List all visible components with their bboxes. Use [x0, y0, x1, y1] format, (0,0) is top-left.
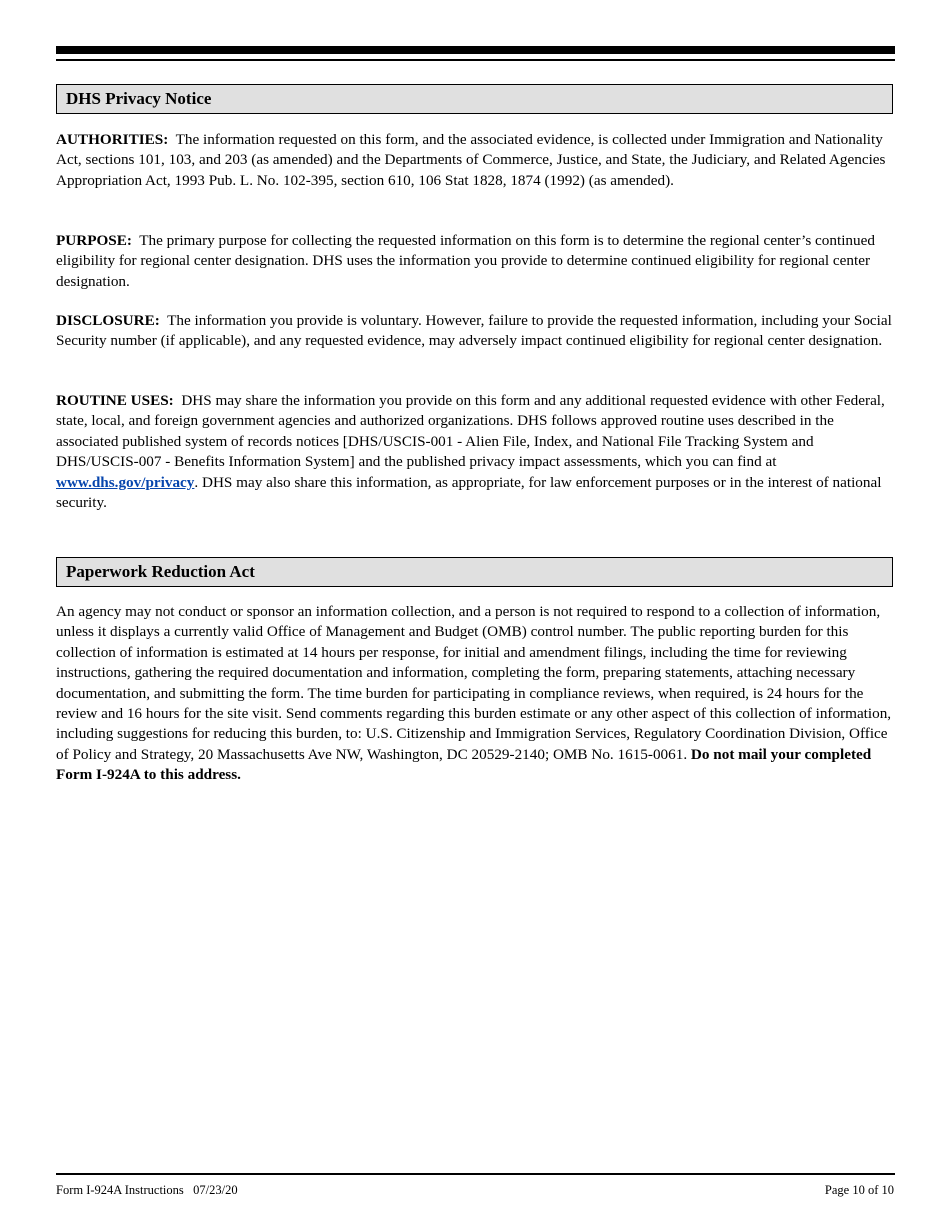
- top-rule-thick: [56, 46, 895, 54]
- authorities-label: AUTHORITIES:: [56, 131, 169, 148]
- routine-uses-label: ROUTINE USES:: [56, 392, 174, 409]
- authorities-text: The information requested on this form, and the associated evidence, is collected under Immigration and Nationality Act, sections 101, 103, and 203 (as amended) and the Departments of Commerce, Justice, and State, the Judiciary, and Related Agencies Appropriation Act, 1993 Pub. L. No. 102-395, section 610, 106 Stat 1828, 1874 (1992) (as amended).: [56, 131, 886, 189]
- paperwork-paragraph: [56, 602, 896, 786]
- privacy-notice-header: DHS Privacy Notice: [56, 84, 893, 114]
- purpose-paragraph: [56, 231, 896, 292]
- authorities-paragraph: [56, 130, 896, 191]
- paperwork-bold-text: Do not mail your completed Form I-924A to this address.: [56, 745, 872, 784]
- paperwork-text: An agency may not conduct or sponsor an information collection, and a person is not required to respond to a collection of information, unless it displays a currently valid Office of Management and Budget (OMB) control number. The public reporting burden for this collection of information is estimated at 14 hours per response, for initial and amendment filings, including the time for reviewing instructions, gathering the required documentation and information, completing the form, preparing statements, attaching necessary documentation, and submitting the form. The time burden for participating in compliance reviews, when required, is 24 hours for the review and 16 hours for the site visit. Send comments regarding this burden estimate or any other aspect of this collection of information, including suggestions for reducing this burden, to: U.S. Citizenship and Immigration Services, Regulatory Coordination Division, Office of Policy and Strategy, 20 Massachusetts Ave NW, Washington, DC 20529-2140; OMB No. 1615-0061.: [56, 603, 892, 763]
- paperwork-reduction-header: Paperwork Reduction Act: [56, 557, 893, 587]
- footer-form-name: Form I-924A Instructions 07/23/20: [56, 1183, 238, 1197]
- routine-uses-paragraph: [56, 391, 896, 513]
- footer-rule: [56, 1173, 895, 1175]
- footer-page-number: Page 10 of 10: [824, 1183, 894, 1197]
- disclosure-paragraph: [56, 311, 896, 352]
- disclosure-label: DISCLOSURE:: [56, 312, 160, 329]
- dhs-privacy-link[interactable]: www.dhs.gov/privacy: [56, 473, 195, 491]
- routine-uses-text-before: DHS may share the information you provide on this form and any additional requested evidence with other Federal, state, local, and foreign government agencies and authorized organizations. DHS follows approved routine uses described in the associated published system of records notices [DHS/USCIS-001 - Alien File, Index, and National File Tracking System and DHS/USCIS-007 - Benefits Information System] and the published privacy impact assessments, which you can find at: [56, 392, 885, 471]
- disclosure-text: The information you provide is voluntary. However, failure to provide the requested information, including your Social Security number (if applicable), and any requested evidence, may adversely impact continued eligibility for regional center designation.: [56, 312, 892, 350]
- top-rule-thin: [56, 59, 895, 61]
- purpose-text: The primary purpose for collecting the requested information on this form is to determine the regional center’s continued eligibility for regional center designation. DHS uses the information you provide to determine continued eligibility for regional center designation.: [56, 232, 875, 290]
- routine-uses-text-after: . DHS may also share this information, as appropriate, for law enforcement purposes or in the interest of national security.: [56, 473, 882, 512]
- purpose-label: PURPOSE:: [56, 232, 132, 249]
